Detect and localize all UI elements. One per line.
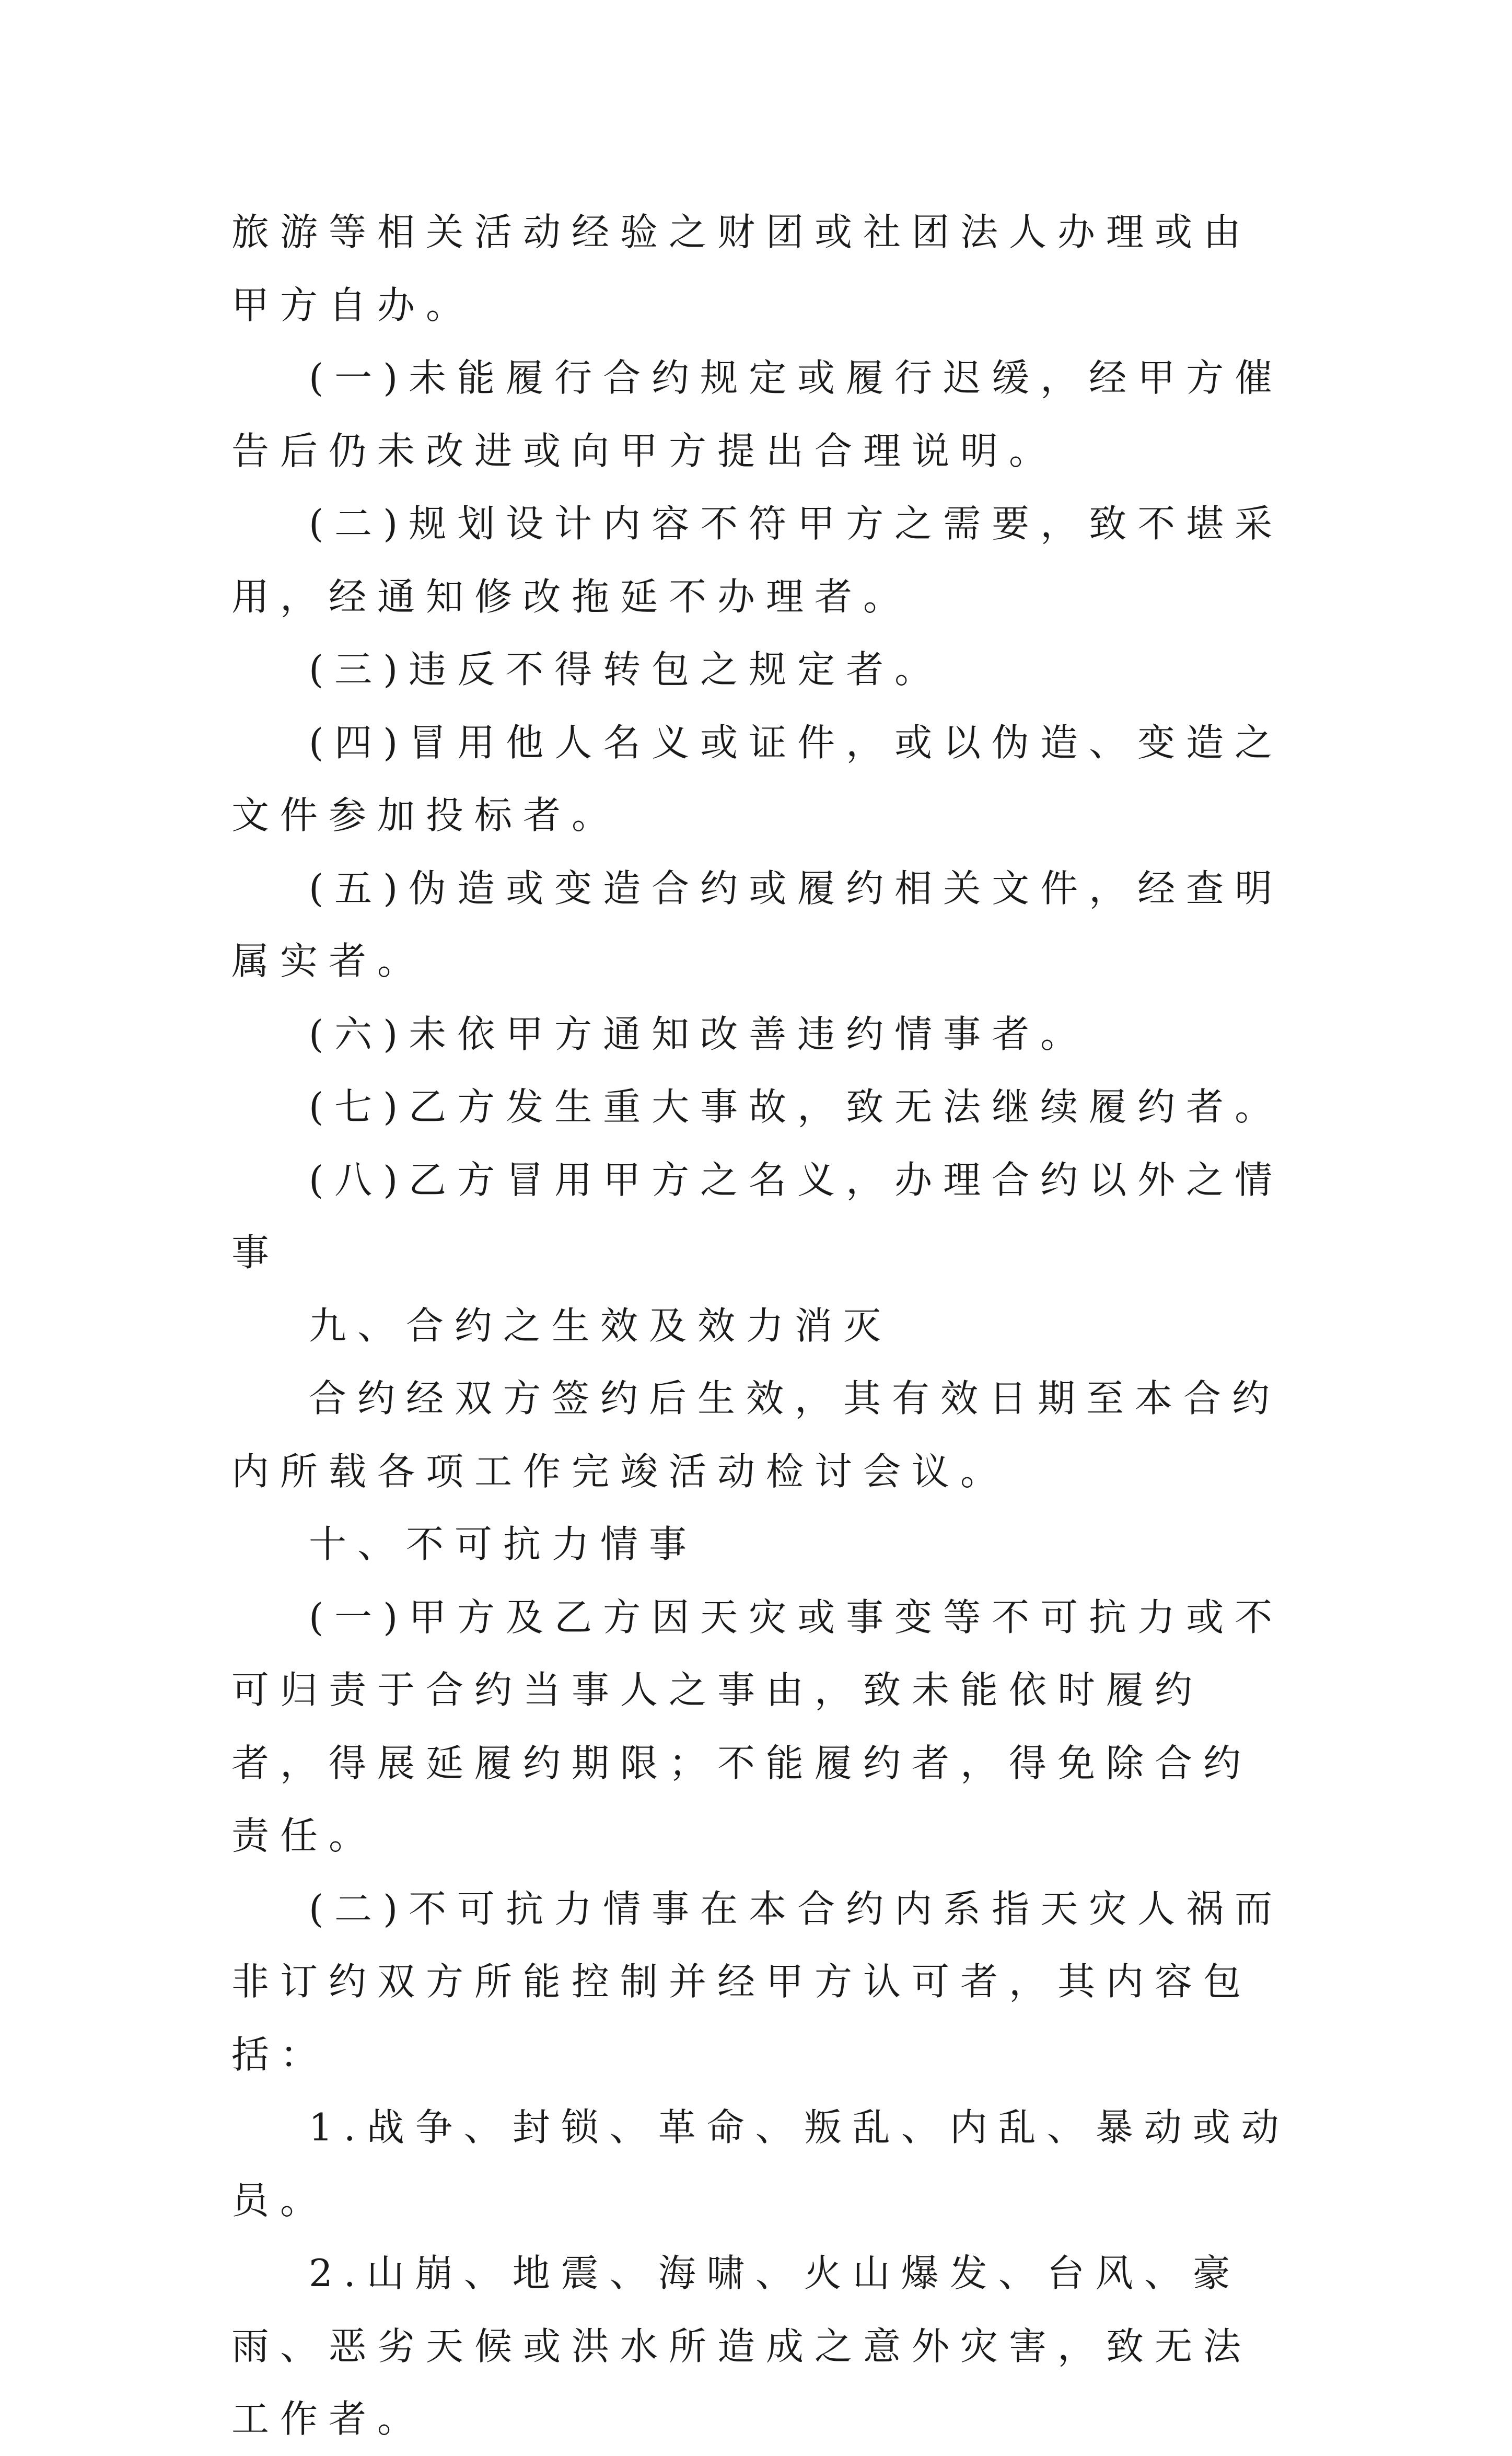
- paragraph-item-8: (八)乙方冒用甲方之名义，办理合约以外之情事: [231, 1157, 1284, 1275]
- paragraph-section-10-item-1: (一)甲方及乙方因天灾或事变等不可抗力或不可归责于合约当事人之事由，致未能依时履约者，得展延履约期限；不能履约者，得免除合约责任。: [231, 1595, 1284, 1858]
- paragraph-continuation: 旅游等相关活动经验之财团或社团法人办理或由甲方自办。: [231, 210, 1252, 327]
- paragraph-item-3: (三)违反不得转包之规定者。: [309, 647, 944, 691]
- document-body: [231, 196, 1295, 2456]
- section-heading-9: 九、合约之生效及效力消灭: [309, 1303, 892, 1348]
- paragraph-section-10-item-2: (二)不可抗力情事在本合约内系指天灾人祸而非订约双方所能控制并经甲方认可者，其内容包括：: [231, 1886, 1284, 2077]
- list-item-2: 2.山崩、地震、海啸、火山爆发、台风、豪雨、恶劣天候或洪水所造成之意外灾害，致无法工作者。: [231, 2251, 1252, 2441]
- paragraph-item-7: (七)乙方发生重大事故，致无法继续履约者。: [309, 1085, 1284, 1129]
- section-heading-10: 十、不可抗力情事: [309, 1522, 698, 1566]
- paragraph-item-4: (四)冒用他人名义或证件，或以伪造、变造之文件参加投标者。: [231, 720, 1284, 837]
- paragraph-item-2: (二)规划设计内容不符甲方之需要，致不堪采用，经通知修改拖延不办理者。: [231, 502, 1284, 619]
- paragraph-item-1: (一)未能履行合约规定或履行迟缓，经甲方催告后仍未改进或向甲方提出合理说明。: [231, 356, 1284, 473]
- paragraph-item-6: (六)未依甲方通知改善违约情事者。: [309, 1012, 1089, 1056]
- paragraph-section-9-body: 合约经双方签约后生效，其有效日期至本合约内所载各项工作完竣活动检讨会议。: [231, 1376, 1281, 1493]
- paragraph-item-5: (五)伪造或变造合约或履约相关文件，经查明属实者。: [231, 866, 1284, 983]
- list-item-1: 1.战争、封锁、革命、叛乱、内乱、暴动或动员。: [231, 2105, 1290, 2222]
